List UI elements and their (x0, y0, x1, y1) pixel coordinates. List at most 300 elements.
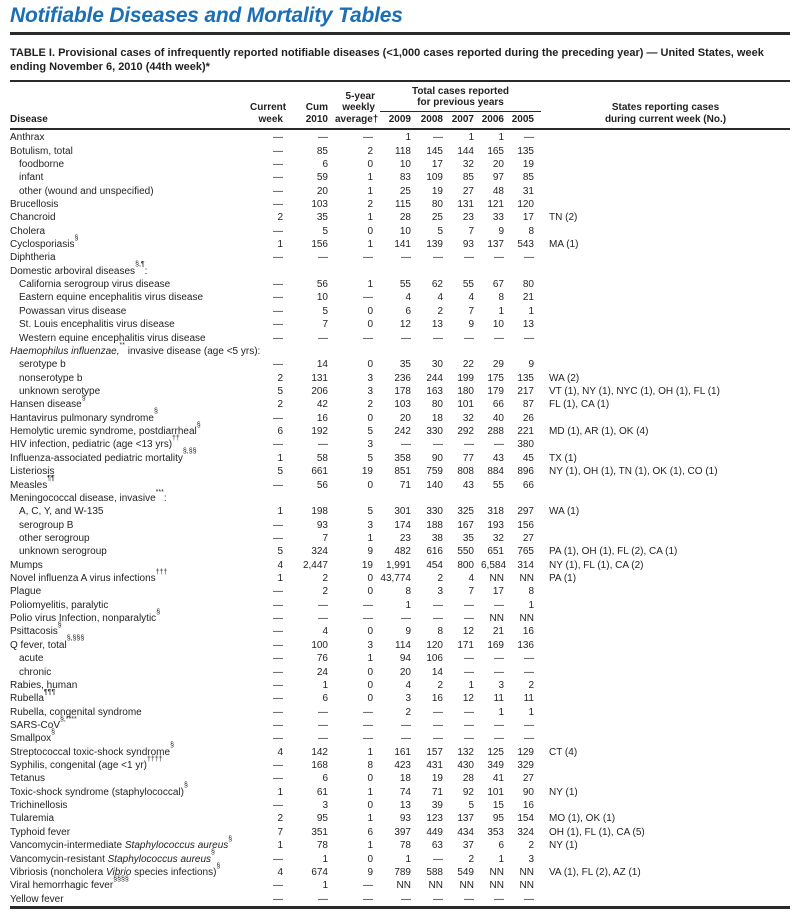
value-cell: — (401, 893, 411, 905)
value-cell: — (494, 893, 504, 905)
value-cell: NN (489, 573, 504, 585)
disease-name-cell: Influenza-associated pediatric mortality§,§§ (10, 448, 197, 464)
value-cell: 6 (277, 426, 283, 438)
disease-name-cell: chronic (19, 666, 52, 678)
table-row (10, 435, 790, 451)
value-cell: 0 (367, 626, 373, 638)
value-cell: NN (489, 866, 504, 878)
value-cell: 25 (399, 185, 411, 197)
value-cell: — (524, 666, 534, 678)
value-cell: 1 (498, 305, 504, 317)
value-cell: 616 (426, 546, 443, 558)
value-cell: 35 (399, 359, 411, 371)
value-cell: 17 (522, 212, 534, 224)
value-cell: 1 (367, 840, 373, 852)
disease-name-cell: Viral hemorrhagic fever§§§§ (10, 875, 129, 892)
value-cell: 15 (492, 800, 504, 812)
value-cell: 80 (431, 399, 443, 411)
value-cell: 103 (311, 198, 328, 210)
value-cell: — (433, 599, 443, 611)
value-cell: — (464, 666, 474, 678)
value-cell: 3 (437, 586, 443, 598)
value-cell: 12 (462, 626, 474, 638)
disease-name-cell: Listeriosis (10, 466, 55, 478)
value-cell: 2 (528, 840, 534, 852)
value-cell: — (273, 412, 283, 424)
value-cell: 2 (437, 679, 443, 691)
table-row (10, 198, 790, 211)
disease-name-cell: Hemolytic uremic syndrome, postdiarrheal§ (10, 421, 201, 438)
page-title: Notifiable Diseases and Mortality Tables (10, 4, 403, 27)
value-cell: 103 (394, 399, 411, 411)
value-cell: 16 (522, 626, 534, 638)
value-cell: 21 (492, 626, 504, 638)
table-row (10, 158, 790, 171)
value-cell: 59 (316, 172, 328, 184)
value-cell: 85 (316, 145, 328, 157)
value-cell: NN (519, 573, 534, 585)
value-cell: — (464, 893, 474, 905)
value-cell: 19 (431, 773, 443, 785)
value-cell: 353 (487, 826, 504, 838)
value-cell: 5 (322, 225, 328, 237)
disease-name-cell: other serogroup (19, 532, 90, 544)
disease-name-cell: unknown serogroup (19, 546, 107, 558)
table-row (10, 599, 790, 612)
value-cell: 123 (426, 813, 443, 825)
value-cell: — (318, 613, 328, 625)
value-cell: 0 (367, 679, 373, 691)
value-cell: 4 (468, 573, 474, 585)
table-row (10, 261, 790, 278)
disease-name-cell: Trichinellosis (10, 800, 68, 812)
value-cell: 1 (322, 679, 328, 691)
value-cell: — (433, 733, 443, 745)
table-row (10, 225, 790, 238)
states-cell: MO (1), OK (1) (549, 813, 616, 825)
value-cell: 2 (277, 399, 283, 411)
value-cell: — (363, 706, 373, 718)
table-caption: TABLE I. Provisional cases of infrequently reported notifiable diseases (<1,000 cases reported during the preceding year) — United States, week ending November 6, 2010 (44th week)* (10, 47, 764, 74)
value-cell: 178 (394, 385, 411, 397)
value-cell: 18 (431, 412, 443, 424)
value-cell: 1 (367, 239, 373, 251)
states-cell: NY (1), OH (1), TN (1), OK (1), CO (1) (549, 466, 718, 478)
value-cell: 674 (311, 866, 328, 878)
table-row (10, 608, 790, 625)
disease-name-cell: unknown serotype (19, 385, 101, 397)
value-cell: 1 (367, 279, 373, 291)
value-cell: 157 (426, 746, 443, 758)
value-cell: 39 (431, 800, 443, 812)
value-cell: 11 (493, 693, 504, 705)
value-cell: 125 (487, 746, 504, 758)
value-cell: 0 (367, 319, 373, 331)
value-cell: 17 (492, 586, 504, 598)
value-cell: — (363, 733, 373, 745)
value-cell: 1 (277, 573, 283, 585)
value-cell: 0 (367, 479, 373, 491)
disease-name-cell: Rubella, congenital syndrome (10, 706, 142, 718)
value-cell: 95 (316, 813, 328, 825)
value-cell: — (401, 252, 411, 264)
value-cell: 5 (277, 385, 283, 397)
value-cell: — (524, 719, 534, 731)
value-cell: 20 (492, 158, 504, 170)
value-cell: 83 (399, 172, 411, 184)
table-row (10, 421, 790, 438)
value-cell: 651 (487, 546, 504, 558)
table-row (10, 171, 790, 184)
table-row (10, 475, 790, 491)
value-cell: 9 (528, 359, 534, 371)
value-cell: 129 (517, 746, 534, 758)
table-header (10, 80, 790, 130)
value-cell: 1,991 (385, 559, 411, 571)
table-row (10, 665, 790, 678)
value-cell: 31 (522, 185, 534, 197)
value-cell: — (494, 653, 504, 665)
disease-name-cell: Vibriosis (noncholera Vibrio species infections)§ (10, 862, 221, 878)
value-cell: 1 (367, 532, 373, 544)
value-cell: 329 (517, 760, 534, 772)
value-cell: 175 (487, 372, 504, 384)
value-cell: 1 (322, 853, 328, 865)
value-cell: 1 (528, 599, 534, 611)
table-row (10, 385, 790, 398)
value-cell: 434 (457, 826, 474, 838)
disease-name-cell: California serogroup virus disease (19, 279, 171, 291)
value-cell: — (363, 252, 373, 264)
value-cell: 100 (311, 639, 328, 651)
value-cell: 101 (487, 786, 504, 798)
disease-name-cell: Western equine encephalitis virus disease (19, 332, 206, 344)
disease-name-cell: other (wound and unspecified) (19, 185, 154, 197)
table-row (10, 251, 790, 264)
value-cell: 43 (462, 479, 474, 491)
table-row (10, 291, 790, 304)
disease-name-cell: Haemophilus influenzae,** invasive disease (age <5 yrs): (10, 341, 261, 357)
value-cell: NN (519, 866, 534, 878)
table-row (10, 518, 790, 531)
states-cell: NY (1), FL (1), CA (2) (549, 559, 644, 571)
table-row (10, 408, 790, 425)
value-cell: 324 (517, 826, 534, 838)
table-row (10, 826, 790, 839)
value-cell: 37 (462, 840, 474, 852)
value-cell: 28 (399, 212, 411, 224)
value-cell: 884 (487, 466, 504, 478)
table-row (10, 318, 790, 331)
table-row (10, 341, 790, 358)
value-cell: 2 (322, 573, 328, 585)
column-header-2007: 2007 (451, 114, 474, 126)
value-cell: — (273, 158, 283, 170)
value-cell: — (464, 252, 474, 264)
value-cell: — (273, 653, 283, 665)
value-cell: 135 (517, 145, 534, 157)
value-cell: — (273, 319, 283, 331)
value-cell: 8 (528, 586, 534, 598)
value-cell: 63 (431, 840, 443, 852)
value-cell: — (401, 439, 411, 451)
value-cell: 13 (399, 800, 411, 812)
value-cell: 2 (277, 372, 283, 384)
value-cell: 161 (394, 746, 411, 758)
value-cell: 8 (405, 586, 411, 598)
value-cell: 7 (322, 532, 328, 544)
table-row (10, 448, 790, 465)
disease-name-cell: acute (19, 653, 44, 665)
value-cell: — (273, 305, 283, 317)
table-row (10, 782, 790, 799)
table-row (10, 875, 790, 892)
value-cell: 19 (522, 158, 534, 170)
disease-name-cell: HIV infection, pediatric (age <13 yrs)†† (10, 435, 180, 451)
value-cell: — (363, 719, 373, 731)
states-cell: TX (1) (549, 452, 577, 464)
value-cell: — (464, 439, 474, 451)
value-cell: 449 (426, 826, 443, 838)
value-cell: 56 (316, 479, 328, 491)
value-cell: 76 (316, 653, 328, 665)
value-cell: 9 (468, 319, 474, 331)
value-cell: 8 (437, 626, 443, 638)
states-cell: PA (1) (549, 573, 577, 585)
value-cell: — (433, 332, 443, 344)
title-divider (10, 32, 790, 35)
disease-name-cell: Smallpox§ (10, 729, 56, 745)
disease-name-cell: Typhoid fever (10, 826, 71, 838)
value-cell: — (318, 252, 328, 264)
value-cell: 1 (277, 506, 283, 518)
value-cell: NN (519, 613, 534, 625)
disease-name-cell: Meningococcal disease, invasive***: (10, 488, 167, 504)
column-header-2008: 2008 (420, 114, 443, 126)
states-cell: OH (1), FL (1), CA (5) (549, 826, 645, 838)
value-cell: 199 (457, 372, 474, 384)
value-cell: 9 (498, 225, 504, 237)
value-cell: 21 (522, 292, 534, 304)
states-cell: CT (4) (549, 746, 578, 758)
value-cell: 29 (492, 359, 504, 371)
value-cell: 19 (431, 185, 443, 197)
value-cell: — (273, 479, 283, 491)
value-cell: — (494, 719, 504, 731)
value-cell: 169 (487, 639, 504, 651)
value-cell: 5 (367, 506, 373, 518)
value-cell: 71 (399, 479, 411, 491)
value-cell: 1 (367, 746, 373, 758)
table-row (10, 465, 790, 478)
value-cell: 7 (468, 305, 474, 317)
disease-name-cell: Plague (10, 586, 42, 598)
states-cell: VT (1), NY (1), NYC (1), OH (1), FL (1) (549, 385, 720, 397)
value-cell: 5 (277, 546, 283, 558)
value-cell: 55 (462, 279, 474, 291)
value-cell: — (273, 332, 283, 344)
disease-name-cell: Polio virus Infection, nonparalytic§ (10, 608, 161, 625)
value-cell: 1 (367, 813, 373, 825)
value-cell: — (273, 279, 283, 291)
value-cell: 27 (522, 773, 534, 785)
value-cell: 43,774 (380, 573, 411, 585)
value-cell: 330 (426, 506, 443, 518)
value-cell: 1 (528, 706, 534, 718)
value-cell: 193 (487, 519, 504, 531)
value-cell: 179 (487, 385, 504, 397)
value-cell: 423 (394, 760, 411, 772)
disease-name-cell: Poliomyelitis, paralytic (10, 599, 109, 611)
value-cell: 35 (316, 212, 328, 224)
value-cell: 12 (399, 319, 411, 331)
column-header-previous-years-group: Total cases reported for previous years (380, 86, 541, 113)
value-cell: 6 (367, 826, 373, 838)
value-cell: — (273, 693, 283, 705)
value-cell: — (318, 706, 328, 718)
disease-name-cell: Eastern equine encephalitis virus disease (19, 292, 203, 304)
table-row (10, 532, 790, 545)
value-cell: — (273, 719, 283, 731)
value-cell: 55 (492, 479, 504, 491)
table-row (10, 488, 790, 505)
disease-name-cell: Hantavirus pulmonary syndrome§ (10, 408, 158, 424)
value-cell: — (363, 292, 373, 304)
table-row (10, 505, 790, 518)
value-cell: — (273, 185, 283, 197)
value-cell: 120 (426, 639, 443, 651)
value-cell: — (318, 599, 328, 611)
value-cell: — (464, 706, 474, 718)
disease-name-cell: nonserotype b (19, 372, 83, 384)
value-cell: 78 (316, 840, 328, 852)
value-cell: 41 (492, 773, 504, 785)
value-cell: 140 (426, 479, 443, 491)
value-cell: 114 (395, 639, 411, 651)
value-cell: — (494, 439, 504, 451)
value-cell: — (464, 719, 474, 731)
value-cell: — (273, 853, 283, 865)
disease-name-cell: Tularemia (10, 813, 55, 825)
value-cell: 896 (517, 466, 534, 478)
value-cell: 38 (431, 532, 443, 544)
value-cell: 156 (311, 239, 328, 251)
value-cell: 2 (322, 586, 328, 598)
value-cell: 163 (426, 385, 443, 397)
disease-name-cell: foodborne (19, 158, 65, 170)
value-cell: 165 (487, 145, 504, 157)
value-cell: — (363, 613, 373, 625)
value-cell: 1 (405, 599, 411, 611)
table-row (10, 331, 790, 344)
value-cell: 3 (367, 439, 373, 451)
value-cell: 297 (517, 506, 534, 518)
value-cell: 549 (457, 866, 474, 878)
value-cell: 236 (394, 372, 411, 384)
disease-name-cell: serogroup B (19, 519, 74, 531)
column-header-2005: 2005 (511, 114, 534, 126)
table-row (10, 705, 790, 718)
value-cell: 20 (399, 666, 411, 678)
states-cell: TN (2) (549, 212, 578, 224)
value-cell: 141 (394, 239, 411, 251)
value-cell: 90 (522, 786, 534, 798)
value-cell: 27 (522, 532, 534, 544)
disease-name-cell: Vancomycin-resistant Staphylococcus aureus§ (10, 849, 215, 865)
value-cell: 2 (437, 305, 443, 317)
table-row (10, 144, 790, 157)
value-cell: 93 (462, 239, 474, 251)
value-cell: 430 (457, 760, 474, 772)
value-cell: 30 (431, 359, 443, 371)
value-cell: — (494, 733, 504, 745)
value-cell: 16 (316, 412, 328, 424)
value-cell: — (363, 893, 373, 905)
value-cell: 1 (498, 853, 504, 865)
table-row (10, 622, 790, 638)
value-cell: — (273, 359, 283, 371)
value-cell: 131 (311, 372, 328, 384)
value-cell: 324 (311, 546, 328, 558)
value-cell: — (524, 653, 534, 665)
value-cell: 9 (405, 626, 411, 638)
column-header-disease: Disease (10, 114, 48, 126)
value-cell: 35 (462, 532, 474, 544)
disease-name-cell: A, C, Y, and W-135 (19, 506, 104, 518)
value-cell: 10 (399, 158, 411, 170)
value-cell: NN (396, 880, 411, 892)
value-cell: 19 (361, 559, 373, 571)
value-cell: 765 (517, 546, 534, 558)
value-cell: 188 (426, 519, 443, 531)
value-cell: 3 (498, 679, 504, 691)
value-cell: 1 (367, 653, 373, 665)
table-row (10, 742, 790, 759)
value-cell: 7 (277, 826, 283, 838)
column-header-current-week: Current week (250, 102, 287, 126)
value-cell: 0 (367, 773, 373, 785)
disease-name-cell: Brucellosis (10, 198, 59, 210)
value-cell: 1 (322, 880, 328, 892)
value-cell: 93 (316, 519, 328, 531)
value-cell: 292 (457, 426, 474, 438)
value-cell: — (433, 706, 443, 718)
value-cell: 0 (367, 305, 373, 317)
value-cell: — (273, 613, 283, 625)
value-cell: — (273, 893, 283, 905)
value-cell: 16 (522, 800, 534, 812)
value-cell: 66 (492, 399, 504, 411)
value-cell: 851 (394, 466, 411, 478)
disease-name-cell: Vancomycin-intermediate Staphylococcus aureus§ (10, 835, 233, 852)
value-cell: 6 (498, 840, 504, 852)
disease-name-cell: Yellow fever (10, 893, 64, 905)
value-cell: — (273, 439, 283, 451)
value-cell: 2 (367, 145, 373, 157)
value-cell: 131 (457, 198, 474, 210)
value-cell: 77 (462, 452, 474, 464)
value-cell: 431 (426, 760, 443, 772)
value-cell: 0 (367, 412, 373, 424)
value-cell: — (433, 613, 443, 625)
value-cell: 109 (426, 172, 443, 184)
disease-name-cell: SARS-CoV§,**** (10, 715, 77, 731)
disease-name-cell: Cholera (10, 225, 46, 237)
value-cell: — (318, 332, 328, 344)
value-cell: — (401, 332, 411, 344)
value-cell: — (273, 639, 283, 651)
value-cell: 85 (522, 172, 534, 184)
